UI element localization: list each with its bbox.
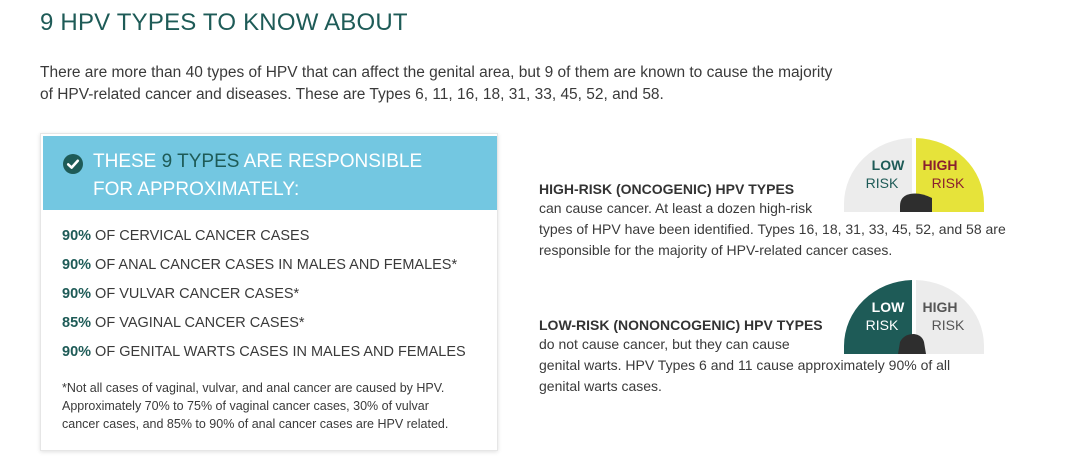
high-risk-heading: HIGH-RISK (ONCOGENIC) HPV TYPES <box>539 181 795 197</box>
card-header <box>43 136 497 210</box>
intro-line: There are more than 40 types of HPV that can affect the genital area, but 9 of them are known to cause the majority <box>40 64 833 81</box>
hpv-types-card <box>40 133 498 451</box>
stat-label: OF GENITAL WARTS CASES IN MALES AND FEMALES <box>91 344 466 360</box>
card-header-line1 <box>93 151 422 173</box>
gauge-high-label: HIGH <box>922 299 958 315</box>
gauge-low-risk-label: RISK <box>865 317 899 333</box>
gauge-low-label: LOW <box>871 157 905 173</box>
gauge-high-label: HIGH <box>922 157 958 173</box>
stat-percent: 90% <box>62 257 92 273</box>
header-pre: THESE <box>93 151 162 172</box>
list-item <box>62 309 466 338</box>
list-item <box>62 222 466 251</box>
header-accent: 9 TYPES <box>161 151 240 172</box>
low-risk-line: genital warts cases. <box>539 378 662 394</box>
stat-percent: 90% <box>62 286 92 302</box>
low-risk-section <box>539 317 1019 397</box>
low-risk-line: do not cause cancer, but they can cause <box>539 336 790 352</box>
footnote-line: Approximately 70% to 75% of vaginal cancer cases, 30% of vulvar <box>62 399 429 413</box>
header-post: ARE RESPONSIBLE <box>239 151 423 172</box>
stat-percent: 90% <box>62 344 92 360</box>
gauge-high-risk-label: RISK <box>931 317 965 333</box>
stat-label: OF VAGINAL CANCER CASES* <box>91 315 305 331</box>
footnote-line: *Not all cases of vaginal, vulvar, and anal cancer are caused by HPV. <box>62 381 445 395</box>
gauge-low-risk-label: RISK <box>865 175 899 191</box>
high-risk-line: types of HPV have been identified. Types 16, 18, 31, 33, 45, 52, and 58 are <box>539 221 1006 237</box>
stat-percent: 90% <box>62 228 92 244</box>
stat-label: OF ANAL CANCER CASES IN MALES AND FEMALES* <box>91 257 458 273</box>
high-risk-section <box>539 181 1019 261</box>
gauge-high-risk-label: RISK <box>931 175 965 191</box>
stat-label: OF VULVAR CANCER CASES* <box>91 286 300 302</box>
low-risk-heading: LOW-RISK (NONONCOGENIC) HPV TYPES <box>539 317 823 333</box>
high-risk-line: can cause cancer. At least a dozen high-risk <box>539 200 813 216</box>
gauge-low-label: LOW <box>871 299 905 315</box>
intro-line: of HPV-related cancer and diseases. These are Types 6, 11, 16, 18, 31, 33, 45, 52, and 58. <box>40 86 664 103</box>
page-title: 9 HPV TYPES TO KNOW ABOUT <box>40 9 408 36</box>
list-item <box>62 251 466 280</box>
list-item <box>62 338 466 367</box>
list-item <box>62 280 466 309</box>
high-risk-line: responsible for the majority of HPV-related cancer cases. <box>539 242 893 258</box>
card-header-line2: FOR APPROXIMATELY: <box>93 179 300 200</box>
stat-percent: 85% <box>62 315 92 331</box>
check-circle-icon <box>63 154 83 174</box>
low-risk-text <box>539 334 1019 397</box>
intro-paragraph <box>40 62 920 106</box>
high-risk-text <box>539 198 1019 261</box>
footnote <box>62 379 482 433</box>
low-risk-line: genital warts. HPV Types 6 and 11 cause approximately 90% of all <box>539 357 951 373</box>
stat-label: OF CERVICAL CANCER CASES <box>91 228 310 244</box>
footnote-line: cancer cases, and 85% to 90% of anal cancer cases are HPV related. <box>62 417 449 431</box>
stats-list <box>62 222 466 367</box>
